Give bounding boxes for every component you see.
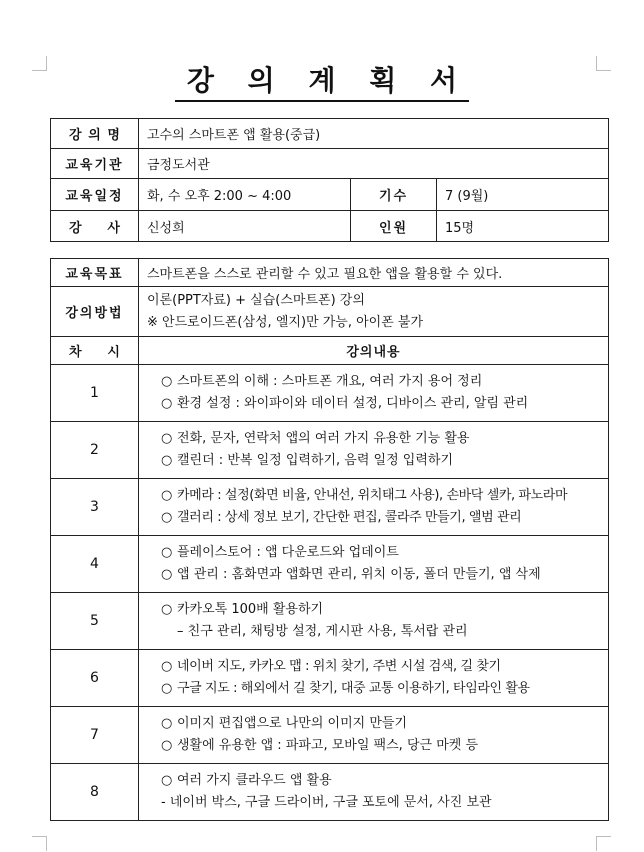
document-title: 강 의 계 획 서 [0,64,644,102]
bullet-circle: ○ [161,374,173,389]
session-content [139,707,609,764]
teacher-label: 강 사 [51,211,139,242]
method-label: 강의방법 [51,287,139,337]
content-header: 강의내용 [139,337,609,365]
session-row [51,479,609,536]
session-row [51,707,609,764]
goal-label: 교육목표 [51,259,139,287]
goal-value: 스마트폰을 스스로 관리할 수 있고 필요한 앱을 활용할 수 있다. [139,259,609,287]
session-number: 8 [51,764,139,821]
content-line: 환경 설정 : 와이파이와 데이터 설정, 디바이스 관리, 알림 관리 [177,396,529,411]
session-number: 3 [51,479,139,536]
session-row [51,593,609,650]
bullet-circle: ○ [161,396,173,411]
content-line: 카카오톡 100배 활용하기 [177,602,324,617]
org-label: 교육기관 [51,149,139,179]
bullet-circle: ○ [161,738,173,753]
info-table [50,118,609,242]
bullet-circle: ○ [161,681,172,696]
count-value: 15명 [437,211,609,242]
content-line: 앱 관리 : 홈화면과 앱화면 관리, 위치 이동, 폴더 만들기, 앱 삭제 [177,567,541,582]
session-content [139,479,609,536]
session-number: 2 [51,422,139,479]
bullet-circle: ○ [161,659,172,674]
bullet-circle: ○ [161,773,173,788]
session-header: 차 시 [51,337,139,365]
session-number: 7 [51,707,139,764]
session-row [51,365,609,422]
content-line: 여러 가지 클라우드 앱 활용 [177,773,332,788]
crop-mark-bottom-left [32,836,47,851]
session-number: 5 [51,593,139,650]
content-line: 구글 지도 : 해외에서 길 찾기, 대중 교통 이용하기, 타임라인 활용 [177,681,530,696]
row-header [51,337,609,365]
bullet-circle: ○ [161,488,172,503]
row-org [51,149,609,179]
session-row [51,764,609,821]
schedule-value: 화, 수 오후 2:00 ~ 4:00 [139,179,351,211]
method-line: 이론(PPT자료) + 실습(스마트폰) 강의 [147,292,365,308]
plan-table [50,258,609,821]
content-line: 생활에 유용한 앱 : 파파고, 모바일 팩스, 당근 마켓 등 [177,738,478,753]
lecture-value: 고수의 스마트폰 앱 활용(중급) [139,119,609,149]
session-number: 1 [51,365,139,422]
bullet-circle: ○ [161,453,173,468]
lecture-label: 강 의 명 [51,119,139,149]
content-line: 플레이스토어 : 앱 다운로드와 업데이트 [177,545,399,560]
content-line: – 친구 관리, 채팅방 설정, 게시판 사용, 톡서랍 관리 [177,624,468,639]
row-lecture [51,119,609,149]
session-row [51,422,609,479]
session-row [51,650,609,707]
row-schedule [51,179,609,211]
bullet-circle: ○ [161,545,173,560]
session-number: 4 [51,536,139,593]
session-row [51,536,609,593]
bullet-circle: ○ [161,510,172,525]
content-line: 이미지 편집앱으로 나만의 이미지 만들기 [177,716,408,731]
count-label: 인원 [351,211,437,242]
session-content [139,536,609,593]
content-line: - 네이버 박스, 구글 드라이버, 구글 포토에 문서, 사진 보관 [161,795,492,810]
schedule-label: 교육일정 [51,179,139,211]
session-content [139,422,609,479]
row-goal [51,259,609,287]
bullet-circle: ○ [161,602,173,617]
bullet-circle: ○ [161,716,173,731]
session-number: 6 [51,650,139,707]
content-line: 카메라 : 설정(화면 비율, 안내선, 위치태그 사용), 손바닥 셀카, 파노라마 [177,488,568,503]
term-value: 7 (9월) [437,179,609,211]
row-teacher [51,211,609,242]
crop-mark-bottom-right [596,836,611,851]
content-line: 스마트폰의 이해 : 스마트폰 개요, 여러 가지 용어 정리 [177,374,483,389]
content-line: 네이버 지도, 카카오 맵 : 위치 찾기, 주변 시설 검색, 길 찾기 [177,659,501,674]
bullet-circle: ○ [161,431,173,446]
method-note: ※ 안드로이드폰(삼성, 엘지)만 가능, 아이폰 불가 [147,314,424,330]
content-line: 캘린더 : 반복 일정 입력하기, 음력 일정 입력하기 [177,453,454,468]
session-content [139,650,609,707]
method-value [139,287,609,337]
content-line: 갤러리 : 상세 정보 보기, 간단한 편집, 콜라주 만들기, 앨범 관리 [177,510,522,525]
term-label: 기수 [351,179,437,211]
session-content [139,593,609,650]
session-content [139,365,609,422]
content-line: 전화, 문자, 연락처 앱의 여러 가지 유용한 기능 활용 [177,431,470,446]
row-method [51,287,609,337]
org-value: 금정도서관 [139,149,609,179]
teacher-value: 신성희 [139,211,351,242]
bullet-circle: ○ [161,567,173,582]
session-content [139,764,609,821]
